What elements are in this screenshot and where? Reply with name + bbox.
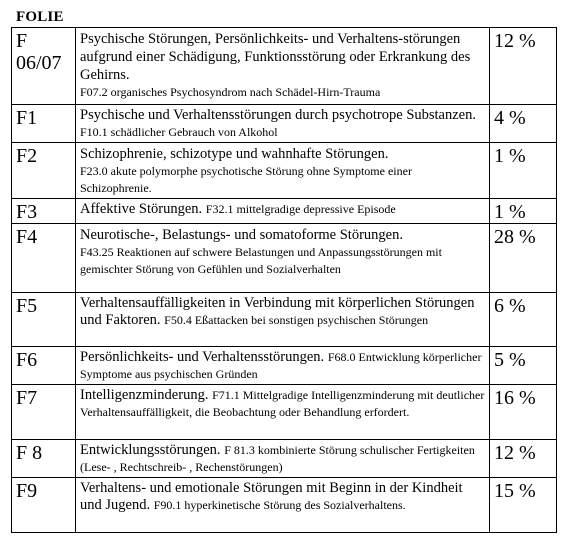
diagnosis-code: F 06/07	[12, 28, 76, 105]
diagnosis-percentage: 15 %	[490, 478, 557, 533]
diagnosis-percentage: 5 %	[490, 347, 557, 385]
diagnosis-category: Affektive Störungen.	[80, 201, 203, 217]
diagnosis-example: F50.4 Eßattacken bei sonstigen psychischen Störungen	[164, 313, 429, 327]
diagnosis-category: Intelligenzminderung.	[80, 387, 209, 403]
diagnosis-code: F7	[12, 385, 76, 440]
diagnosis-category: Verhaltens- und emotionale Störungen mit Beginn in der Kindheit und Jugend.	[80, 480, 463, 513]
diagnosis-percentage: 4 %	[490, 105, 557, 143]
diagnosis-category: Psychische Störungen, Persönlichkeits- und Verhaltens-störungen aufgrund einer Schädigung, Funktionsstörung oder Erkrankung des Gehirns.	[80, 31, 471, 83]
diagnosis-example: F90.1 hyperkinetische Störung des Sozialverhaltens.	[153, 498, 406, 512]
diagnosis-category: Persönlichkeits- und Verhaltensstörungen.	[80, 349, 325, 365]
diagnosis-description	[76, 105, 490, 143]
table-row	[12, 385, 557, 440]
diagnosis-percentage: 12 %	[490, 440, 557, 478]
table-row	[12, 199, 557, 224]
diagnosis-example: F07.2 organisches Psychosyndrom nach Schädel-Hirn-Trauma	[80, 85, 381, 99]
diagnosis-description	[76, 143, 490, 199]
table-row	[12, 347, 557, 385]
diagnosis-code: F9	[12, 478, 76, 533]
diagnosis-description	[76, 347, 490, 385]
diagnosis-description	[76, 478, 490, 533]
diagnosis-example: F32.1 mittelgradige depressive Episode	[205, 202, 396, 216]
diagnosis-code: F2	[12, 143, 76, 199]
diagnosis-table	[11, 27, 557, 533]
diagnosis-code: F4	[12, 224, 76, 293]
diagnosis-description	[76, 224, 490, 293]
table-row	[12, 224, 557, 293]
diagnosis-percentage: 16 %	[490, 385, 557, 440]
table-row	[12, 28, 557, 105]
diagnosis-description	[76, 28, 490, 105]
diagnosis-percentage: 1 %	[490, 199, 557, 224]
diagnosis-percentage: 1 %	[490, 143, 557, 199]
document-title: FOLIE	[16, 9, 64, 25]
table-row	[12, 293, 557, 347]
table-row	[12, 478, 557, 533]
diagnosis-category: Psychische und Verhaltensstörungen durch psychotrope Substanzen.	[80, 107, 476, 123]
diagnosis-example: F 81.3 kombinierte Störung schulischer Fertigkeiten (Lese- , Rechtschreib- , Rechenstörungen)	[80, 443, 475, 474]
diagnosis-example: F23.0 akute polymorphe psychotische Störung ohne Symptome einer Schizophrenie.	[80, 164, 412, 195]
diagnosis-percentage: 6 %	[490, 293, 557, 347]
diagnosis-percentage: 28 %	[490, 224, 557, 293]
diagnosis-category: Entwicklungsstörungen.	[80, 442, 221, 458]
diagnosis-category: Schizophrenie, schizotype und wahnhafte Störungen.	[80, 146, 389, 162]
diagnosis-example: F68.0 Entwicklung körperlicher Symptome aus psychischen Gründen	[80, 350, 482, 381]
diagnosis-description	[76, 385, 490, 440]
diagnosis-description	[76, 199, 490, 224]
table-row	[12, 440, 557, 478]
table-row	[12, 105, 557, 143]
diagnosis-percentage: 12 %	[490, 28, 557, 105]
diagnosis-example: F43.25 Reaktionen auf schwere Belastungen und Anpassungsstörungen mit gemischter Störung von Gefühlen und Sozialverhalten	[80, 245, 442, 276]
diagnosis-code: F5	[12, 293, 76, 347]
diagnosis-code: F6	[12, 347, 76, 385]
table-row	[12, 143, 557, 199]
diagnosis-category: Verhaltensauffälligkeiten in Verbindung mit körperlichen Störungen und Faktoren.	[80, 295, 475, 328]
diagnosis-code: F 8	[12, 440, 76, 478]
diagnosis-category: Neurotische-, Belastungs- und somatoforme Störungen.	[80, 227, 403, 243]
diagnosis-description	[76, 293, 490, 347]
diagnosis-example: F10.1 schädlicher Gebrauch von Alkohol	[80, 125, 278, 139]
diagnosis-code: F1	[12, 105, 76, 143]
diagnosis-description	[76, 440, 490, 478]
diagnosis-code: F3	[12, 199, 76, 224]
diagnosis-example: F71.1 Mittelgradige Intelligenzminderung mit deutlicher Verhaltensauffälligkeit, die Beobachtung oder Behandlung erfordert.	[80, 388, 485, 419]
